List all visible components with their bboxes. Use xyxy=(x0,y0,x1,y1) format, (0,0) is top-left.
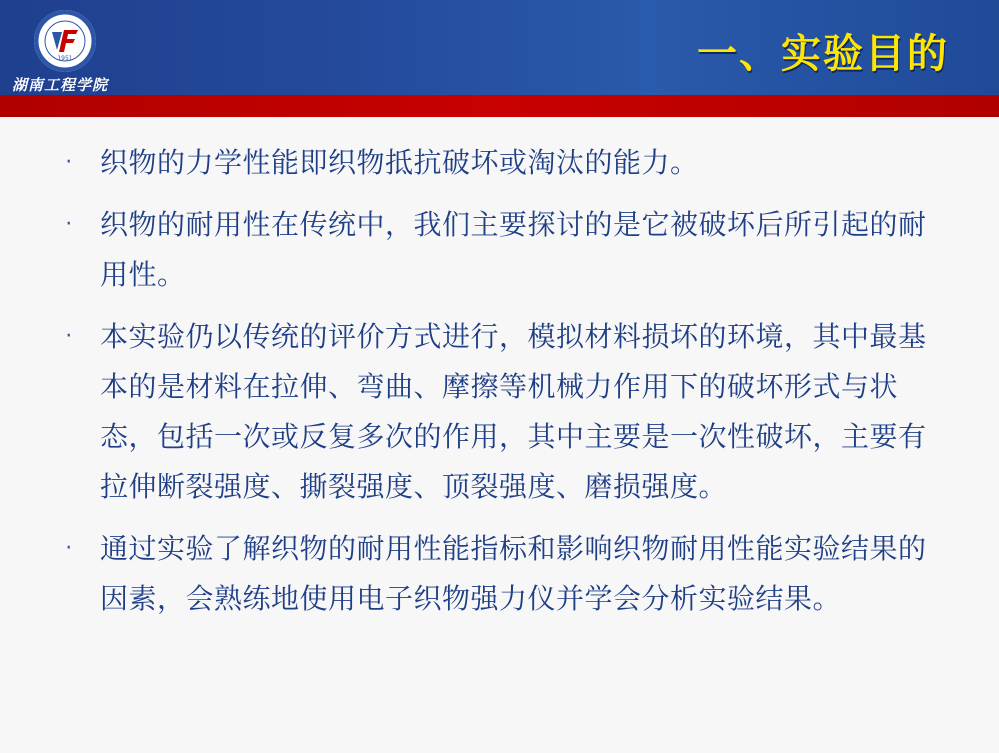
bullet-dot-icon: · xyxy=(65,324,73,349)
logo-year: 1951 xyxy=(57,55,73,62)
list-item xyxy=(60,312,940,512)
list-item-text: 织物的耐用性在传统中，我们主要探讨的是它被破坏后所引起的耐用性。 xyxy=(100,208,927,291)
accent-divider xyxy=(0,95,999,117)
list-item xyxy=(60,200,940,300)
list-item xyxy=(60,524,940,624)
bullet-list xyxy=(60,138,940,636)
school-name-script: 湖南工程学院 xyxy=(12,76,109,94)
list-item-text: 织物的力学性能即织物抵抗破坏或淘汰的能力。 xyxy=(100,146,699,179)
bullet-dot-icon: · xyxy=(65,212,73,237)
school-logo xyxy=(12,8,122,92)
header-bar xyxy=(0,0,999,95)
list-item-text: 通过实验了解织物的耐用性能指标和影响织物耐用性能实验结果的因素，会熟练地使用电子织物强力仪并学会分析实验结果。 xyxy=(100,532,927,615)
page-title: 一、实验目的 xyxy=(697,30,949,77)
bullet-dot-icon: · xyxy=(65,150,73,175)
bullet-dot-icon: · xyxy=(65,536,73,561)
list-item xyxy=(60,138,940,188)
list-item-text: 本实验仍以传统的评价方式进行，模拟材料损坏的环境，其中最基本的是材料在拉伸、弯曲、摩擦等机械力作用下的破坏形式与状态，包括一次或反复多次的作用，其中主要是一次性破坏，主要有拉伸断裂强度、撕裂强度、顶裂强度、磨损强度。 xyxy=(100,320,927,503)
school-emblem-icon xyxy=(34,10,96,72)
